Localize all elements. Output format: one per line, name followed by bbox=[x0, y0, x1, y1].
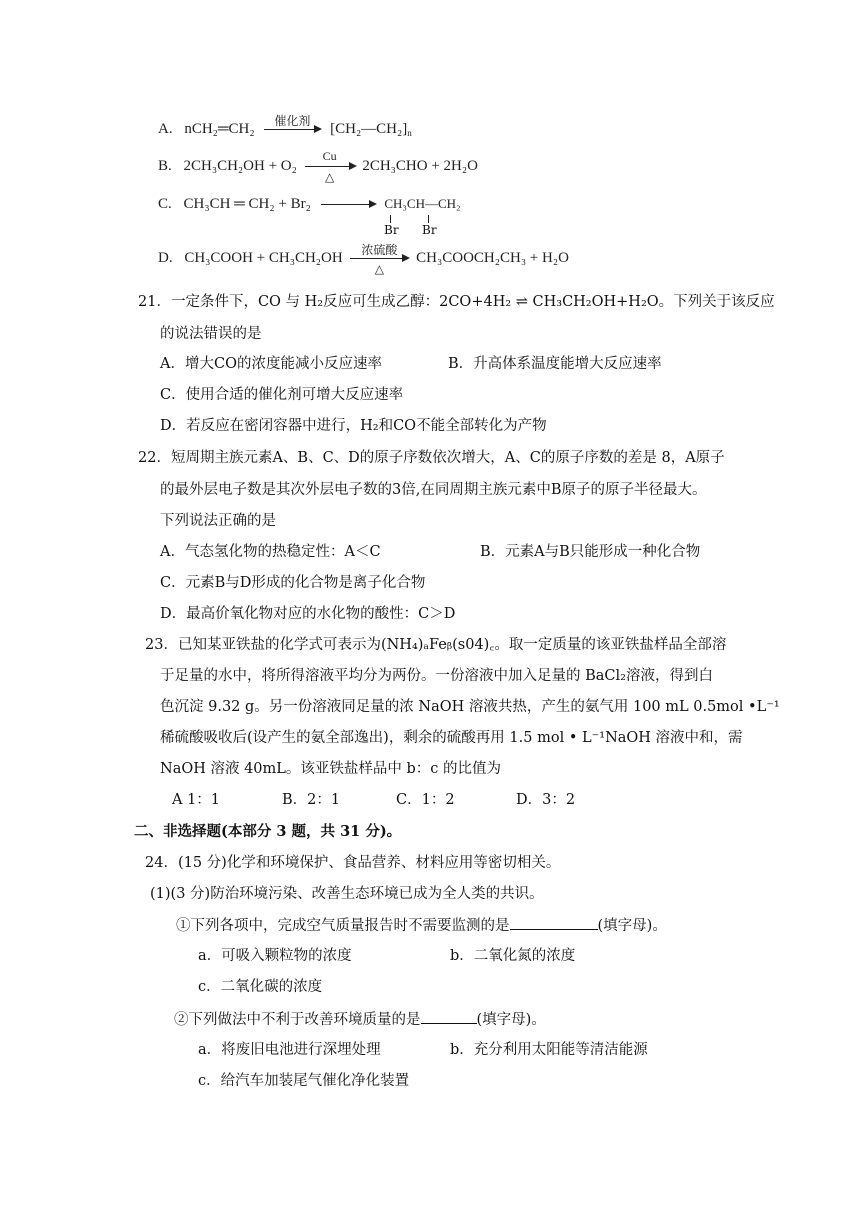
q22-option-d: D．最高价氧化物对应的水化物的酸性：C＞D bbox=[160, 606, 456, 622]
q21-option-b: B．升高体系温度能增大反应速率 bbox=[448, 356, 662, 372]
option-b-heat: △ bbox=[324, 169, 335, 184]
option-a-arrow bbox=[264, 113, 320, 131]
q24-q1-text: ①下列各项中，完成空气质量报告时不需要监测的是 bbox=[176, 918, 510, 934]
q24-q2-option-c: c．给汽车加装尾气催化净化装置 bbox=[198, 1073, 410, 1089]
option-a-subscript-n: n bbox=[407, 128, 412, 138]
q23-option-d: D．3：2 bbox=[516, 792, 576, 808]
option-d-catalyst: 浓硫酸 bbox=[361, 242, 398, 257]
q24-q1-option-c: c．二氧化碳的浓度 bbox=[198, 979, 323, 995]
q23-option-b: B．2：1 bbox=[282, 792, 341, 808]
q24-q1-option-a: a．可吸入颗粒物的浓度 bbox=[198, 948, 352, 964]
q22-stem-line1: 22．短周期主族元素A、B、C、D的原子序数依次增大，A、C的原子序数的差是 8，A原子 bbox=[138, 450, 725, 466]
option-a-label: A. bbox=[158, 121, 173, 137]
option-b-reactant: 2CH₃CH₂OH + O₂ bbox=[183, 158, 297, 174]
q21-option-d: D．若反应在密闭容器中进行，H₂和CO不能全部转化为产物 bbox=[160, 418, 547, 434]
option-a-equation bbox=[158, 113, 412, 138]
q24-q1-tail: (填字母)。 bbox=[597, 918, 667, 934]
option-d-heat: △ bbox=[374, 261, 385, 276]
option-c-product: CH₃CH—CH₂ bbox=[384, 196, 461, 211]
option-a-catalyst: 催化剂 bbox=[274, 113, 311, 128]
q23-stem-line4: 稀硫酸吸收后(设产生的氨全部逸出)，剩余的硫酸再用 1.5 mol • L⁻¹NaOH 溶液中和，需 bbox=[160, 730, 743, 746]
q24-part1-question1 bbox=[176, 915, 667, 936]
section-2-heading: 二、非选择题(本部分 3 题，共 31 分)。 bbox=[134, 823, 402, 840]
option-b-equation bbox=[158, 148, 478, 184]
q24-q2-answer-blank[interactable] bbox=[421, 1009, 477, 1024]
option-b-product: 2CH₃CHO + 2H₂O bbox=[362, 158, 478, 174]
q24-part1-heading: (1)(3 分)防治环境污染、改善生态环境已成为全人类的共识。 bbox=[150, 886, 544, 902]
q22-option-b: B．元素A与B只能形成一种化合物 bbox=[480, 544, 701, 560]
q24-q2-option-a: a．将废旧电池进行深埋处理 bbox=[198, 1042, 381, 1058]
q23-stem-line2: 于足量的水中，将所得溶液平均分为两份。一份溶液中加入足量的 BaCl₂溶液，得到白 bbox=[160, 668, 713, 684]
q24-q1-option-b: b．二氧化氮的浓度 bbox=[450, 948, 576, 964]
q21-stem-line2: 的说法错误的是 bbox=[160, 326, 262, 342]
q23-stem-line3: 色沉淀 9.32 g。另一份溶液同足量的浓 NaOH 溶液共热，产生的氨气用 100 mL 0.5mol •L⁻¹ bbox=[160, 699, 780, 715]
option-c-reactant: CH₃CH ═ CH₂ + Br₂ bbox=[183, 196, 311, 212]
option-d-product: CH₃COOCH₂CH₃ + H₂O bbox=[416, 250, 569, 266]
option-c-label: C. bbox=[158, 196, 172, 212]
q21-option-c: C．使用合适的催化剂可增大反应速率 bbox=[160, 387, 404, 403]
q24-q2-option-b: b．充分利用太阳能等清洁能源 bbox=[450, 1042, 648, 1058]
q23-option-a: A 1：1 bbox=[172, 792, 221, 808]
q24-q2-tail: (填字母)。 bbox=[476, 1012, 546, 1028]
option-d-arrow bbox=[350, 242, 408, 276]
option-c-br-right: Br bbox=[422, 215, 437, 237]
q23-stem-line5: NaOH 溶液 40mL。该亚铁盐样品中 b：c 的比值为 bbox=[160, 761, 502, 777]
option-d-equation bbox=[158, 242, 569, 276]
option-d-label: D. bbox=[158, 250, 173, 266]
q21-stem-line1: 21．一定条件下，CO 与 H₂反应可生成乙醇：2CO+4H₂ ⇌ CH₃CH₂OH+H₂O。下列关于该反应 bbox=[138, 294, 775, 310]
q23-stem-line1: 23．已知某亚铁盐的化学式可表示为(NH₄)ₐFeᵦ(s04)꜀。取一定质量的该亚铁盐样品全部溶 bbox=[145, 637, 727, 653]
option-b-label: B. bbox=[158, 158, 172, 174]
option-c-equation bbox=[158, 196, 461, 213]
option-a-reactant: nCH₂═CH₂ bbox=[184, 121, 255, 137]
option-d-reactant: CH₃COOH + CH₃CH₂OH bbox=[184, 250, 343, 266]
option-b-arrow bbox=[305, 148, 355, 184]
q22-option-c: C．元素B与D形成的化合物是离子化合物 bbox=[160, 575, 426, 591]
option-c-br-left: Br bbox=[384, 215, 399, 237]
q22-option-a: A．气态氢化物的热稳定性：A＜C bbox=[160, 544, 381, 560]
q24-stem: 24．(15 分)化学和环境保护、食品营养、材料应用等密切相关。 bbox=[145, 855, 561, 871]
q21-option-a: A．增大CO的浓度能减小反应速率 bbox=[160, 356, 382, 372]
q22-stem-line2: 的最外层电子数是其次外层电子数的3倍,在同周期主族元素中B原子的原子半径最大。 bbox=[160, 482, 707, 498]
option-b-catalyst: Cu bbox=[322, 148, 337, 163]
option-a-product: [CH₂—CH₂] bbox=[330, 121, 408, 137]
q23-option-c: C．1：2 bbox=[396, 792, 455, 808]
q22-stem-line3: 下列说法正确的是 bbox=[160, 513, 276, 529]
q24-part1-question2 bbox=[174, 1009, 546, 1030]
q24-q2-text: ②下列做法中不利于改善环境质量的是 bbox=[174, 1012, 421, 1028]
option-c-arrow bbox=[321, 204, 375, 206]
q24-q1-answer-blank[interactable] bbox=[510, 915, 598, 930]
